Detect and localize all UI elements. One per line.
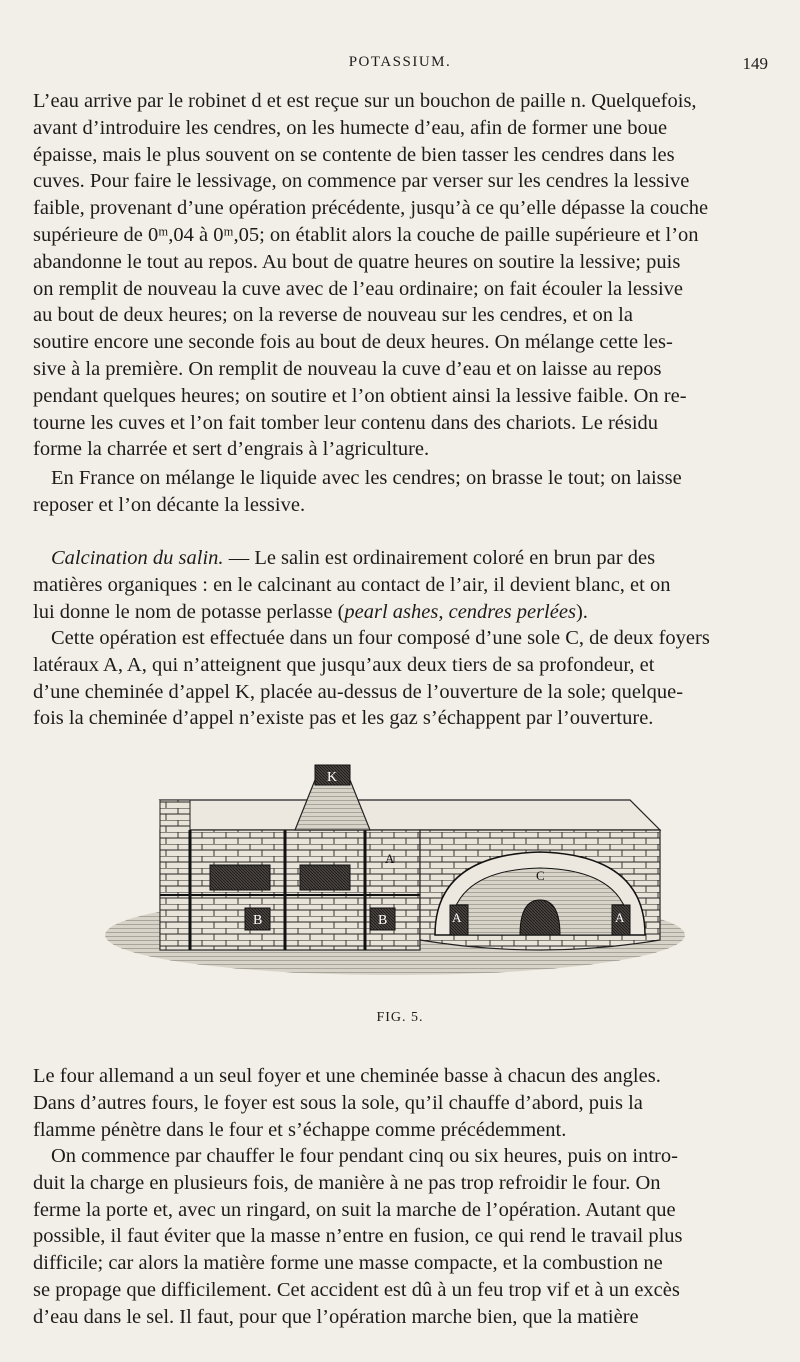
text-line: Calcination du salin. — Le salin est ordinairement coloré en brun par des bbox=[51, 547, 656, 569]
paragraph-procedure bbox=[33, 1143, 766, 1331]
text-line: Dans d’autres fours, le foyer est sous la sole, qu’il chauffe d’abord, puis la bbox=[33, 1091, 643, 1114]
label-k: K bbox=[327, 770, 338, 785]
text-line: d’une cheminée d’appel K, placée au-dessus de l’ouverture de la sole; quelque- bbox=[33, 680, 684, 703]
paragraph-lessivage bbox=[33, 88, 766, 463]
text-line: tourne les cuves et l’on fait tomber leur contenu dans des chariots. Le résidu bbox=[33, 411, 659, 434]
section-heading: Calcination du salin. bbox=[51, 547, 224, 569]
text-line: soutire encore une seconde fois au bout de deux heures. On mélange cette les- bbox=[33, 331, 673, 354]
text-line: fois la cheminée d’appel n’existe pas et les gaz s’échappent par l’ouverture. bbox=[33, 707, 654, 730]
label-a: A bbox=[385, 851, 395, 866]
label-a: A bbox=[452, 910, 462, 925]
text-line: flamme pénètre dans le four et s’échappe comme précédemment. bbox=[33, 1118, 567, 1141]
furnace-front-wall bbox=[160, 830, 420, 950]
paragraph-calcination bbox=[33, 545, 766, 625]
running-header bbox=[0, 50, 800, 80]
paragraph-france bbox=[33, 465, 766, 519]
paragraph-four-description bbox=[33, 625, 766, 732]
text-line: pendant quelques heures; on soutire et l’on obtient ainsi la lessive faible. On re- bbox=[33, 384, 687, 407]
text-line: duit la charge en plusieurs fois, de manière à ne pas trop refroidir le four. On bbox=[33, 1171, 661, 1194]
firebox-opening bbox=[210, 865, 270, 890]
text-line: matières organiques : en le calcinant au contact de l’air, il devient blanc, et on bbox=[33, 573, 671, 596]
paragraph-four-allemand bbox=[33, 1063, 766, 1143]
text-line: On commence par chauffer le four pendant cinq ou six heures, puis on intro- bbox=[51, 1145, 678, 1167]
text-line: faible, provenant d’une opération précédente, jusqu’à ce qu’elle dépasse la couche bbox=[33, 197, 709, 220]
text-line: avant d’introduire les cendres, on les humecte d’eau, afin de former une boue bbox=[33, 116, 668, 139]
text-line: sive à la première. On remplit de nouveau la cuve d’eau et on laisse au repos bbox=[33, 357, 662, 380]
text-line: L’eau arrive par le robinet d et est reçue sur un bouchon de paille n. Quelquefois, bbox=[33, 90, 697, 112]
furnace-engraving bbox=[100, 760, 690, 1000]
text-line: Cette opération est effectuée dans un four composé d’une sole C, de deux foyers bbox=[51, 627, 710, 649]
text-line: d’eau dans le sel. Il faut, pour que l’opération marche bien, que la matière bbox=[33, 1305, 639, 1328]
text-line: au bout de deux heures; on la reverse de nouveau sur les cendres, et on la bbox=[33, 304, 633, 327]
text-line: En France on mélange le liquide avec les cendres; on brasse le tout; on laisse bbox=[51, 467, 682, 489]
text-line: ferme la porte et, avec un ringard, on suit la marche de l’opération. Autant que bbox=[33, 1198, 676, 1221]
chimney-hood bbox=[295, 780, 370, 830]
firebox-opening bbox=[300, 865, 350, 890]
label-c: C bbox=[536, 868, 545, 883]
text-line: latéraux A, A, qui n’atteignent que jusqu’aux deux tiers de sa profondeur, et bbox=[33, 653, 655, 676]
text-line: abandonne le tout au repos. Au bout de quatre heures on soutire la lessive; puis bbox=[33, 250, 681, 273]
text-line: Le four allemand a un seul foyer et une cheminée basse à chacun des angles. bbox=[33, 1065, 661, 1087]
label-b: B bbox=[378, 913, 388, 928]
text-line: épaisse, mais le plus souvent on se contente de bien tasser les cendres dans les bbox=[33, 143, 675, 166]
text-line: lui donne le nom de potasse perlasse (pearl ashes, cendres perlées). bbox=[33, 600, 588, 623]
text-line: forme la charrée et sert d’engrais à l’agriculture. bbox=[33, 438, 430, 461]
text-line: se propage que difficilement. Cet accident est dû à un feu trop vif et à un excès bbox=[33, 1278, 680, 1301]
text-line: on remplit de nouveau la cuve avec de l’eau ordinaire; on fait écouler la lessive bbox=[33, 277, 684, 300]
text-line: difficile; car alors la matière forme une masse compacte, et la combustion ne bbox=[33, 1252, 663, 1275]
text-line: supérieure de 0ᵐ,04 à 0ᵐ,05; on établit alors la couche de paille supérieure et l’on bbox=[33, 223, 699, 246]
running-title: POTASSIUM. bbox=[348, 54, 452, 70]
label-a: A bbox=[615, 910, 625, 925]
text-line: possible, il faut éviter que la masse n’entre en fusion, ce qui rend le travail plus bbox=[33, 1225, 683, 1248]
figure-caption: FIG. 5. bbox=[376, 1010, 424, 1025]
furnace-top bbox=[160, 800, 660, 830]
page-number: 149 bbox=[742, 54, 768, 73]
text-line: cuves. Pour faire le lessivage, on commence par verser sur les cendres la lessive bbox=[33, 170, 690, 193]
furnace-side-wall bbox=[160, 800, 190, 950]
label-b: B bbox=[253, 913, 263, 928]
text-line: reposer et l’on décante la lessive. bbox=[33, 493, 306, 516]
